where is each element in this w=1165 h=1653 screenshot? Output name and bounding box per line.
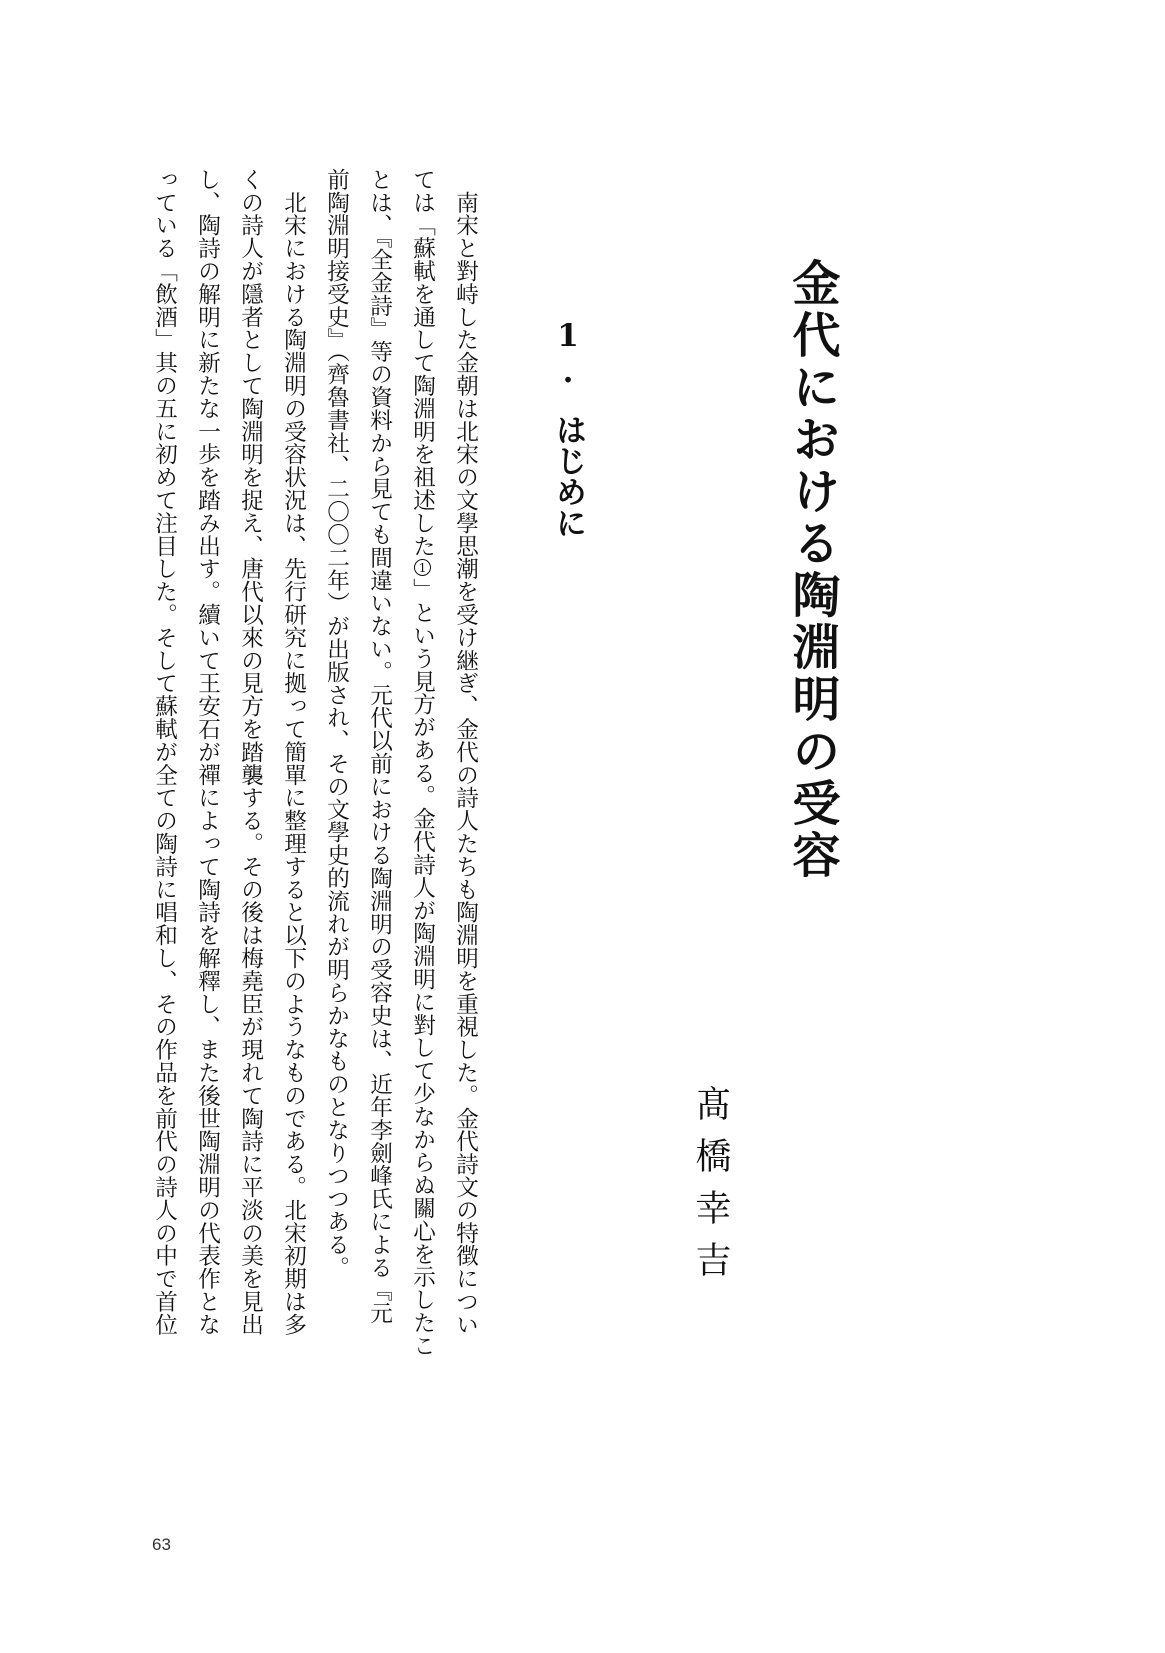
author-name: 髙橋幸吉 (690, 1085, 731, 1293)
body-line: し、陶詩の解明に新たな一歩を踏み出す。續いて王安石が禪によって陶詩を解釋し、また後世陶淵明の代表作とな (194, 168, 221, 1336)
body-line: 南宋と對峙した金朝は北宋の文學思潮を受け継ぎ、金代の詩人たちも陶淵明を重視した。金代詩文の特徴につい (452, 168, 479, 1336)
page-number: 63 (152, 1535, 171, 1554)
body-line-text: 」という見方がある。金代詩人が陶淵明に對して少なからぬ關心を示したこ (409, 578, 436, 1357)
section-heading (550, 318, 586, 538)
body-line: っている「飲酒」其の五に初めて注目した。そして蘇軾が全ての陶詩に唱和し、その作品を前代の詩人の中で首位 (151, 168, 178, 1336)
body-line-text: ては「蘇軾を通して陶淵明を祖述した (409, 168, 436, 558)
body-line: 前陶淵明接受史』（齊魯書社、二〇〇二年）が出版され、その文學史的流れが明らかなものとなりつつある。 (323, 168, 350, 1279)
section-heading-text: はじめに (550, 414, 586, 538)
body-line: とは、『全金詩』等の資料から見ても間違いない。元代以前における陶淵明の受容史は、近年李劍峰氏による『元 (366, 168, 393, 1325)
body-line (411, 168, 434, 1357)
body-line: くの詩人が隱者として陶淵明を捉え、唐代以來の見方を踏襲する。その後は梅堯臣が現れて陶詩に平淡の美を見出 (237, 168, 264, 1336)
section-number: 1. (550, 318, 586, 390)
footnote-reference[interactable]: 1 (415, 560, 430, 575)
article-title: 金代における陶淵明の受容 (784, 258, 840, 882)
body-line: 北宋における陶淵明の受容状況は、先行研究に拠って簡單に整理すると以下のようなものである。北宋初期は多 (280, 168, 307, 1336)
